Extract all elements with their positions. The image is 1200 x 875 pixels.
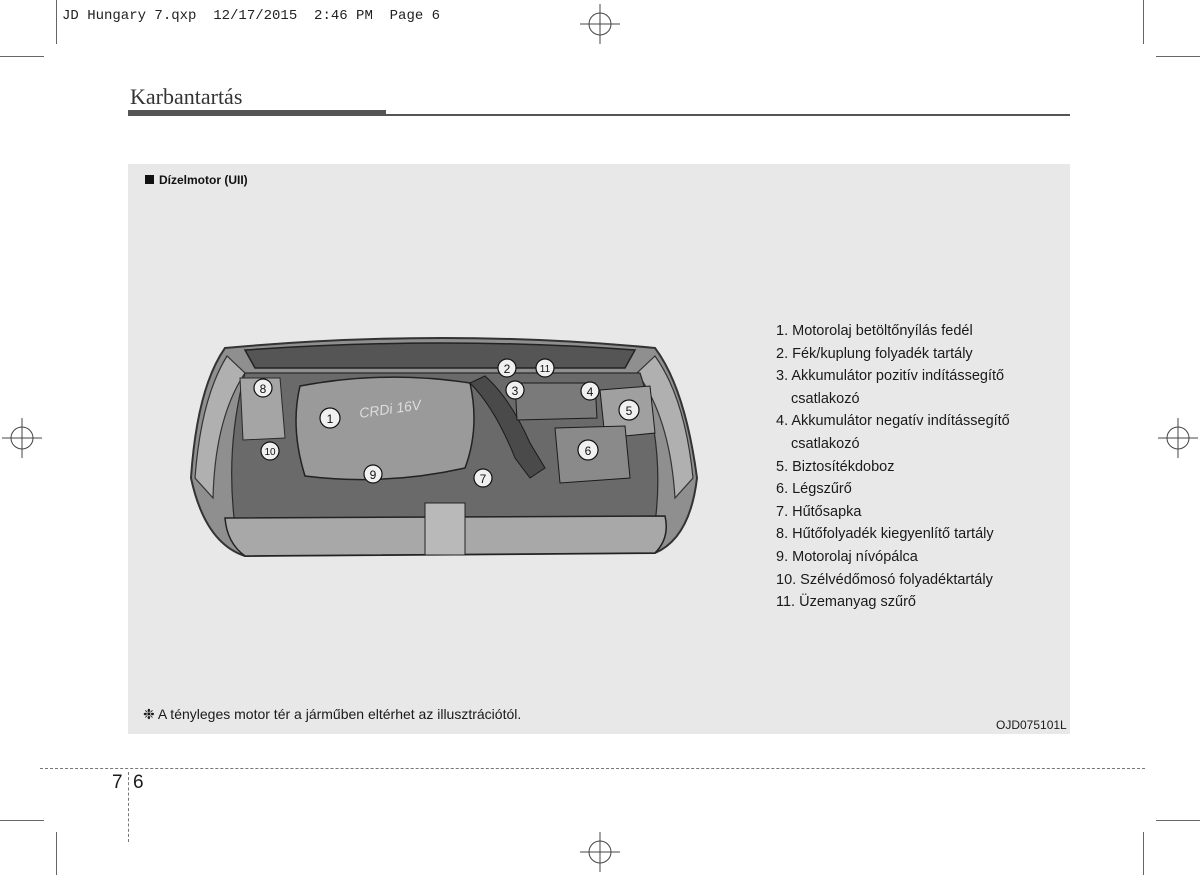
legend-item: 8. Hűtőfolyadék kiegyenlítő tartály xyxy=(776,526,994,543)
callout-6 xyxy=(578,440,598,460)
svg-text:8: 8 xyxy=(259,382,267,396)
svg-text:3: 3 xyxy=(511,384,519,398)
crop-mark xyxy=(1156,820,1200,821)
callout-2 xyxy=(498,359,516,377)
crop-mark xyxy=(1143,0,1144,44)
component-legend xyxy=(776,320,1010,614)
crop-mark xyxy=(56,832,57,875)
crop-mark xyxy=(1156,56,1200,57)
legend-item: 4. Akkumulátor negatív indítássegítő xyxy=(776,413,1010,430)
legend-item-continuation: csatlakozó xyxy=(791,390,860,407)
svg-text:10: 10 xyxy=(264,447,276,458)
callout-9 xyxy=(364,465,382,483)
section-title: Karbantartás xyxy=(130,84,243,109)
legend-item: 5. Biztosítékdoboz xyxy=(776,458,895,475)
registration-mark-top xyxy=(580,4,620,44)
legend-item: 6. Légszűrő xyxy=(776,481,852,498)
crop-mark xyxy=(1143,832,1144,875)
figure-label-text: Dízelmotor (UII) xyxy=(159,173,248,187)
callout-10 xyxy=(261,442,279,460)
legend-item: 2. Fék/kuplung folyadék tartály xyxy=(776,345,973,362)
chapter-number: 7 xyxy=(112,772,123,793)
svg-text:2: 2 xyxy=(503,362,511,376)
legend-item: 1. Motorolaj betöltőnyílás fedél xyxy=(776,323,973,339)
registration-mark-left xyxy=(2,418,42,458)
footer-page-divider xyxy=(128,772,129,842)
registration-mark-bottom xyxy=(580,832,620,872)
callout-7 xyxy=(474,469,492,487)
square-bullet-icon xyxy=(145,175,154,184)
callout-4 xyxy=(581,382,599,400)
print-header: JD Hungary 7.qxp 12/17/2015 2:46 PM Page 6 xyxy=(62,8,441,24)
svg-text:4: 4 xyxy=(586,385,594,399)
svg-text:7: 7 xyxy=(479,472,487,486)
title-rule-thick xyxy=(128,110,386,116)
callout-5 xyxy=(619,400,639,420)
callout-3 xyxy=(506,381,524,399)
legend-item-continuation: csatlakozó xyxy=(791,435,860,452)
svg-text:5: 5 xyxy=(625,404,633,418)
crop-mark xyxy=(0,820,44,821)
legend-item: 9. Motorolaj nívópálca xyxy=(776,548,918,565)
engine-cover-text: CRDi 16V xyxy=(358,396,423,421)
registration-mark-right xyxy=(1158,418,1198,458)
engine-bay-illustration xyxy=(185,328,705,568)
legend-item: 10. Szélvédőmosó folyadéktartály xyxy=(776,571,993,588)
page-number: 6 xyxy=(133,772,144,793)
legend-item: 7. Hűtősapka xyxy=(776,503,862,520)
crop-mark xyxy=(0,56,44,57)
footer-dashed-rule xyxy=(40,768,1145,769)
legend-item: 11. Üzemanyag szűrő xyxy=(776,594,916,611)
figure-label xyxy=(145,173,248,187)
svg-text:9: 9 xyxy=(369,468,377,482)
callout-8 xyxy=(254,379,272,397)
svg-text:1: 1 xyxy=(326,412,334,426)
svg-text:6: 6 xyxy=(584,444,592,458)
crop-mark xyxy=(56,0,57,44)
callout-11 xyxy=(536,359,554,377)
figure-note: ❉ A tényleges motor tér a járműben eltérhet az illusztrációtól. xyxy=(143,706,522,722)
title-rule-thin xyxy=(386,114,1070,116)
legend-item: 3. Akkumulátor pozitív indítássegítő xyxy=(776,368,1005,385)
svg-text:11: 11 xyxy=(539,364,551,375)
image-code: OJD075101L xyxy=(996,718,1067,732)
callout-1 xyxy=(320,408,340,428)
